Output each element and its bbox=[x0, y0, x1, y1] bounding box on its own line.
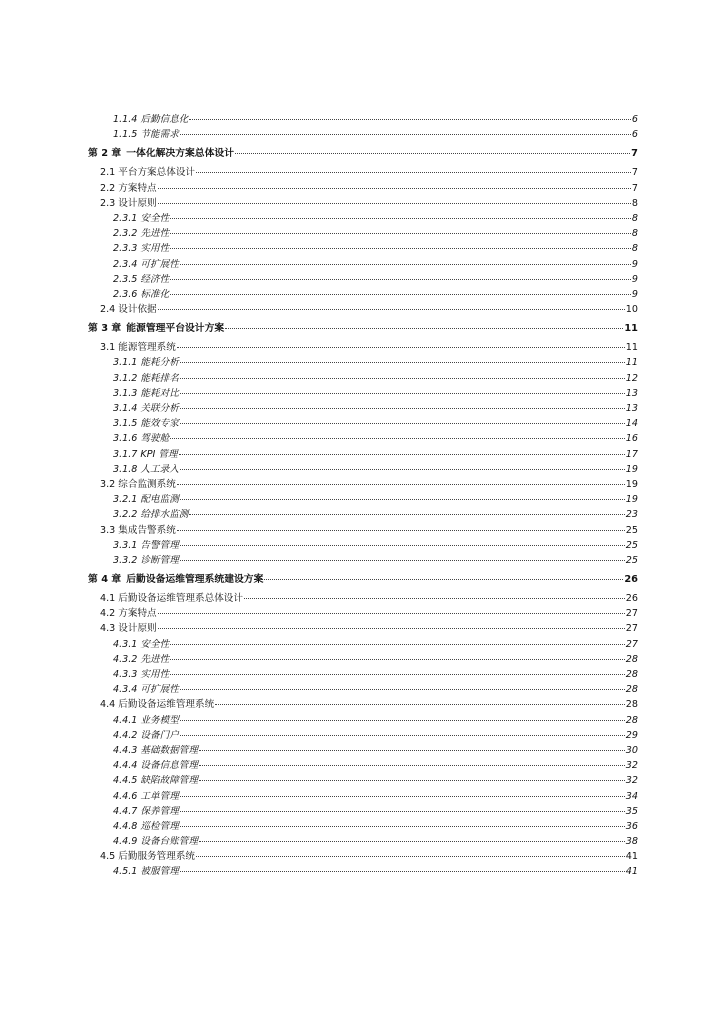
toc-entry-title: 平台方案总体设计 bbox=[118, 167, 196, 179]
toc-dot-leader bbox=[180, 264, 631, 265]
toc-entry-number: 第 4 章 bbox=[88, 574, 122, 586]
toc-dot-leader bbox=[189, 119, 631, 120]
toc-entry-page-number: 32 bbox=[625, 775, 638, 787]
toc-entry-title: 方案特点 bbox=[118, 608, 157, 620]
toc-dot-leader bbox=[199, 750, 625, 751]
toc-dot-leader bbox=[180, 362, 625, 363]
toc-dot-leader bbox=[170, 438, 625, 439]
toc-entry-title: 可扩展性 bbox=[140, 684, 179, 696]
table-of-contents bbox=[88, 112, 638, 880]
toc-entry-title: 标准化 bbox=[140, 288, 170, 300]
toc-subsection-entry[interactable] bbox=[88, 211, 638, 226]
toc-entry-number: 第 2 章 bbox=[88, 148, 122, 160]
toc-entry-number: 3.1.7 bbox=[113, 448, 138, 460]
toc-dot-leader bbox=[170, 248, 631, 249]
toc-dot-leader bbox=[158, 628, 625, 629]
toc-dot-leader bbox=[180, 811, 625, 812]
toc-entry-title: 给排水监测 bbox=[140, 509, 189, 521]
toc-entry-title: 基础数据管理 bbox=[140, 744, 198, 756]
toc-entry-page-number: 9 bbox=[631, 273, 638, 285]
toc-subsection-entry[interactable] bbox=[88, 728, 638, 743]
toc-entry-page-number: 14 bbox=[625, 418, 638, 430]
toc-entry-number: 4.1 bbox=[100, 593, 116, 605]
toc-dot-leader bbox=[180, 499, 625, 500]
toc-entry-page-number: 19 bbox=[625, 463, 638, 475]
toc-entry-page-number: 28 bbox=[625, 714, 638, 726]
toc-subsection-entry[interactable] bbox=[88, 241, 638, 256]
toc-entry-title: 后勤设备运维管理系统 bbox=[118, 699, 215, 711]
toc-dot-leader bbox=[235, 153, 630, 154]
toc-entry-number: 4.3.4 bbox=[113, 684, 138, 696]
toc-dot-leader bbox=[170, 644, 625, 645]
toc-entry-number: 2.4 bbox=[100, 304, 116, 316]
toc-entry-title: 设计原则 bbox=[118, 623, 157, 635]
toc-entry-page-number: 29 bbox=[625, 729, 638, 741]
toc-subsection-entry[interactable] bbox=[88, 773, 638, 788]
toc-entry-number: 3.3 bbox=[100, 524, 116, 536]
toc-entry-page-number: 26 bbox=[624, 574, 638, 586]
toc-entry-number: 3.2.2 bbox=[113, 509, 138, 521]
toc-entry-page-number: 17 bbox=[625, 448, 638, 460]
toc-entry-number: 4.4.5 bbox=[113, 775, 138, 787]
toc-entry-page-number: 25 bbox=[625, 554, 638, 566]
toc-subsection-entry[interactable] bbox=[88, 637, 638, 652]
toc-section-entry[interactable] bbox=[88, 849, 638, 864]
toc-subsection-entry[interactable] bbox=[88, 789, 638, 804]
toc-subsection-entry[interactable] bbox=[88, 667, 638, 682]
toc-entry-page-number: 32 bbox=[625, 760, 638, 772]
toc-entry-title: 能耗对比 bbox=[140, 387, 179, 399]
toc-entry-page-number: 30 bbox=[625, 744, 638, 756]
toc-entry-page-number: 25 bbox=[625, 524, 638, 536]
toc-dot-leader bbox=[264, 579, 623, 580]
toc-entry-title: 节能需求 bbox=[140, 129, 179, 141]
toc-section-entry[interactable] bbox=[88, 165, 638, 180]
toc-dot-leader bbox=[244, 598, 625, 599]
toc-entry-page-number: 27 bbox=[625, 623, 638, 635]
toc-entry-title: 安全性 bbox=[140, 212, 170, 224]
toc-entry-page-number: 11 bbox=[624, 323, 638, 335]
toc-entry-title: 人工录入 bbox=[140, 463, 179, 475]
toc-entry-number: 3.3.2 bbox=[113, 554, 138, 566]
toc-entry-title: 一体化解决方案总体设计 bbox=[126, 148, 234, 160]
toc-entry-page-number: 8 bbox=[631, 228, 638, 240]
toc-subsection-entry[interactable] bbox=[88, 682, 638, 697]
toc-section-entry[interactable] bbox=[88, 302, 638, 317]
toc-entry-title: 业务模型 bbox=[140, 714, 179, 726]
toc-dot-leader bbox=[225, 328, 623, 329]
toc-entry-title: 设备台账管理 bbox=[140, 836, 198, 848]
toc-subsection-entry[interactable] bbox=[88, 257, 638, 272]
toc-entry-number: 4.3.3 bbox=[113, 669, 138, 680]
toc-entry-number: 3.1.5 bbox=[113, 418, 138, 430]
toc-entry-number: 2.3.3 bbox=[113, 243, 138, 255]
toc-entry-page-number: 16 bbox=[625, 433, 638, 445]
toc-dot-leader bbox=[180, 378, 625, 379]
toc-entry-title: 巡检管理 bbox=[140, 820, 179, 832]
toc-entry-number: 4.4.1 bbox=[113, 714, 138, 726]
toc-entry-number: 2.3.5 bbox=[113, 273, 138, 285]
toc-entry-page-number: 28 bbox=[625, 699, 638, 711]
toc-dot-leader bbox=[170, 659, 625, 660]
toc-entry-page-number: 25 bbox=[625, 539, 638, 551]
toc-entry-number: 4.3.1 bbox=[113, 638, 138, 650]
toc-chapter-entry[interactable] bbox=[88, 320, 638, 337]
toc-entry-number: 2.3.4 bbox=[113, 258, 138, 270]
toc-entry-page-number: 27 bbox=[625, 638, 638, 650]
toc-entry-number: 3.2.1 bbox=[113, 494, 138, 506]
toc-dot-leader bbox=[170, 233, 631, 234]
toc-entry-number: 1.1.5 bbox=[113, 129, 138, 141]
toc-entry-number: 3.1.4 bbox=[113, 403, 138, 414]
toc-dot-leader bbox=[179, 454, 625, 455]
toc-chapter-entry[interactable] bbox=[88, 145, 638, 162]
toc-entry-title: 缺陷故障管理 bbox=[140, 775, 198, 787]
toc-entry-page-number: 8 bbox=[631, 197, 638, 209]
toc-entry-page-number: 8 bbox=[631, 212, 638, 224]
toc-entry-page-number: 28 bbox=[625, 684, 638, 696]
toc-dot-leader bbox=[180, 871, 625, 872]
toc-dot-leader bbox=[199, 841, 625, 842]
toc-entry-title: 实用性 bbox=[140, 243, 170, 255]
toc-subsection-entry[interactable] bbox=[88, 416, 638, 431]
toc-entry-number: 4.4.9 bbox=[113, 836, 138, 848]
toc-dot-leader bbox=[180, 735, 625, 736]
toc-entry-title: 能耗分析 bbox=[140, 357, 179, 369]
toc-entry-title: 诊断管理 bbox=[140, 554, 179, 566]
toc-entry-number: 4.3.2 bbox=[113, 653, 138, 665]
toc-entry-title: 后勤服务管理系统 bbox=[118, 851, 196, 863]
toc-section-entry[interactable] bbox=[88, 340, 638, 355]
toc-entry-title: KPI 管理 bbox=[140, 448, 178, 460]
toc-entry-page-number: 34 bbox=[625, 790, 638, 802]
toc-entry-number: 2.3.1 bbox=[113, 212, 138, 224]
toc-dot-leader bbox=[180, 408, 625, 409]
toc-entry-number: 4.3 bbox=[100, 623, 116, 635]
toc-dot-leader bbox=[180, 796, 625, 797]
toc-subsection-entry[interactable] bbox=[88, 507, 638, 522]
toc-subsection-entry[interactable] bbox=[88, 386, 638, 401]
toc-entry-page-number: 19 bbox=[625, 494, 638, 506]
toc-dot-leader bbox=[180, 560, 625, 561]
toc-entry-page-number: 9 bbox=[631, 288, 638, 300]
toc-entry-title: 可扩展性 bbox=[140, 258, 179, 270]
toc-entry-page-number: 19 bbox=[625, 478, 638, 490]
toc-entry-title: 后勤设备运维管理系统建设方案 bbox=[126, 574, 264, 586]
toc-entry-page-number: 27 bbox=[625, 608, 638, 620]
toc-subsection-entry[interactable] bbox=[88, 112, 638, 127]
toc-entry-page-number: 11 bbox=[625, 357, 638, 369]
toc-entry-number: 4.5.1 bbox=[113, 866, 138, 878]
toc-dot-leader bbox=[177, 484, 625, 485]
toc-section-entry[interactable] bbox=[88, 591, 638, 606]
toc-entry-title: 能源管理系统 bbox=[118, 342, 176, 354]
toc-subsection-entry[interactable] bbox=[88, 804, 638, 819]
toc-dot-leader bbox=[180, 423, 625, 424]
toc-entry-page-number: 26 bbox=[625, 593, 638, 605]
toc-entry-title: 经济性 bbox=[140, 273, 170, 285]
toc-dot-leader bbox=[158, 203, 631, 204]
toc-entry-page-number: 8 bbox=[631, 243, 638, 255]
toc-dot-leader bbox=[180, 689, 625, 690]
toc-section-entry[interactable] bbox=[88, 477, 638, 492]
toc-section-entry[interactable] bbox=[88, 606, 638, 621]
toc-entry-page-number: 7 bbox=[631, 148, 638, 160]
toc-entry-number: 4.4.3 bbox=[113, 744, 138, 756]
toc-dot-leader bbox=[177, 530, 625, 531]
toc-entry-number: 4.4.6 bbox=[113, 790, 138, 802]
toc-entry-number: 第 3 章 bbox=[88, 323, 122, 335]
toc-subsection-entry[interactable] bbox=[88, 431, 638, 446]
toc-chapter-entry[interactable] bbox=[88, 571, 638, 588]
toc-entry-page-number: 23 bbox=[625, 509, 638, 521]
toc-section-entry[interactable] bbox=[88, 181, 638, 196]
toc-dot-leader bbox=[189, 514, 624, 515]
toc-dot-leader bbox=[180, 545, 625, 546]
toc-subsection-entry[interactable] bbox=[88, 538, 638, 553]
toc-subsection-entry[interactable] bbox=[88, 226, 638, 241]
toc-entry-title: 配电监测 bbox=[140, 494, 179, 506]
toc-entry-page-number: 41 bbox=[625, 851, 638, 863]
toc-entry-number: 3.1 bbox=[100, 342, 116, 354]
toc-entry-title: 后勤信息化 bbox=[140, 114, 189, 125]
toc-entry-number: 1.1.4 bbox=[113, 114, 138, 125]
toc-subsection-entry[interactable] bbox=[88, 864, 638, 879]
toc-entry-number: 4.4.2 bbox=[113, 729, 138, 741]
toc-entry-title: 告警管理 bbox=[140, 539, 179, 551]
toc-dot-leader bbox=[158, 188, 631, 189]
toc-subsection-entry[interactable] bbox=[88, 272, 638, 287]
toc-dot-leader bbox=[180, 720, 625, 721]
toc-entry-page-number: 28 bbox=[625, 653, 638, 665]
toc-section-entry[interactable] bbox=[88, 697, 638, 712]
toc-entry-number: 4.5 bbox=[100, 851, 116, 863]
toc-subsection-entry[interactable] bbox=[88, 713, 638, 728]
toc-dot-leader bbox=[196, 856, 625, 857]
toc-entry-title: 综合监测系统 bbox=[118, 478, 176, 490]
toc-dot-leader bbox=[170, 279, 631, 280]
toc-subsection-entry[interactable] bbox=[88, 401, 638, 416]
toc-entry-title: 后勤设备运维管理系总体设计 bbox=[118, 593, 243, 605]
toc-entry-number: 2.1 bbox=[100, 167, 116, 179]
toc-subsection-entry[interactable] bbox=[88, 758, 638, 773]
toc-entry-page-number: 9 bbox=[631, 258, 638, 270]
toc-dot-leader bbox=[180, 393, 625, 394]
toc-entry-number: 3.1.6 bbox=[113, 433, 138, 445]
toc-entry-page-number: 13 bbox=[625, 403, 638, 414]
toc-entry-page-number: 41 bbox=[625, 866, 638, 878]
toc-dot-leader bbox=[180, 826, 625, 827]
toc-entry-title: 先进性 bbox=[140, 653, 170, 665]
toc-entry-title: 驾驶舱 bbox=[140, 433, 170, 445]
toc-entry-page-number: 36 bbox=[625, 820, 638, 832]
toc-entry-number: 2.3.2 bbox=[113, 228, 138, 240]
toc-dot-leader bbox=[170, 294, 631, 295]
toc-section-entry[interactable] bbox=[88, 523, 638, 538]
toc-entry-page-number: 38 bbox=[625, 836, 638, 848]
toc-dot-leader bbox=[180, 469, 625, 470]
toc-subsection-entry[interactable] bbox=[88, 652, 638, 667]
toc-entry-title: 设备门户 bbox=[140, 729, 179, 741]
toc-entry-page-number: 7 bbox=[631, 182, 638, 194]
toc-entry-number: 2.3.6 bbox=[113, 288, 138, 300]
toc-entry-page-number: 10 bbox=[625, 304, 638, 316]
toc-entry-number: 3.1.1 bbox=[113, 357, 138, 369]
toc-entry-title: 实用性 bbox=[140, 669, 170, 680]
toc-dot-leader bbox=[215, 704, 625, 705]
toc-entry-title: 工单管理 bbox=[140, 790, 179, 802]
toc-entry-title: 集成告警系统 bbox=[118, 524, 176, 536]
toc-dot-leader bbox=[199, 765, 625, 766]
toc-entry-title: 被服管理 bbox=[140, 866, 179, 878]
toc-entry-number: 4.4.4 bbox=[113, 760, 138, 772]
toc-subsection-entry[interactable] bbox=[88, 447, 638, 462]
toc-dot-leader bbox=[199, 780, 625, 781]
toc-entry-title: 设计依据 bbox=[118, 304, 157, 316]
toc-dot-leader bbox=[170, 218, 631, 219]
toc-entry-title: 设备信息管理 bbox=[140, 760, 198, 772]
toc-entry-number: 4.4.8 bbox=[113, 820, 138, 832]
toc-subsection-entry[interactable] bbox=[88, 371, 638, 386]
toc-entry-page-number: 13 bbox=[625, 387, 638, 399]
toc-entry-number: 3.1.8 bbox=[113, 463, 138, 475]
toc-entry-title: 安全性 bbox=[140, 638, 170, 650]
toc-dot-leader bbox=[158, 613, 625, 614]
toc-entry-page-number: 6 bbox=[631, 114, 638, 125]
toc-entry-number: 4.4.7 bbox=[113, 805, 138, 817]
toc-subsection-entry[interactable] bbox=[88, 355, 638, 370]
toc-entry-page-number: 12 bbox=[625, 372, 638, 384]
toc-subsection-entry[interactable] bbox=[88, 492, 638, 507]
toc-entry-title: 能耗排名 bbox=[140, 372, 179, 384]
toc-subsection-entry[interactable] bbox=[88, 553, 638, 568]
toc-entry-number: 3.1.3 bbox=[113, 387, 138, 399]
toc-entry-title: 先进性 bbox=[140, 228, 170, 240]
toc-entry-title: 保养管理 bbox=[140, 805, 179, 817]
toc-dot-leader bbox=[177, 347, 625, 348]
toc-subsection-entry[interactable] bbox=[88, 127, 638, 142]
toc-entry-page-number: 7 bbox=[631, 167, 638, 179]
toc-dot-leader bbox=[180, 134, 631, 135]
toc-entry-title: 设计原则 bbox=[118, 197, 157, 209]
toc-entry-page-number: 6 bbox=[631, 129, 638, 141]
toc-entry-number: 3.2 bbox=[100, 478, 116, 490]
toc-dot-leader bbox=[158, 309, 625, 310]
toc-subsection-entry[interactable] bbox=[88, 743, 638, 758]
toc-entry-page-number: 35 bbox=[625, 805, 638, 817]
toc-subsection-entry[interactable] bbox=[88, 287, 638, 302]
toc-entry-number: 2.2 bbox=[100, 182, 116, 194]
toc-entry-title: 能效专家 bbox=[140, 418, 179, 430]
toc-subsection-entry[interactable] bbox=[88, 462, 638, 477]
toc-entry-page-number: 28 bbox=[625, 669, 638, 680]
toc-entry-number: 3.3.1 bbox=[113, 539, 138, 551]
toc-subsection-entry[interactable] bbox=[88, 819, 638, 834]
toc-section-entry[interactable] bbox=[88, 621, 638, 636]
toc-entry-number: 3.1.2 bbox=[113, 372, 138, 384]
toc-entry-number: 2.3 bbox=[100, 197, 116, 209]
toc-entry-title: 方案特点 bbox=[118, 182, 157, 194]
toc-subsection-entry[interactable] bbox=[88, 834, 638, 849]
toc-dot-leader bbox=[170, 674, 625, 675]
toc-entry-number: 4.4 bbox=[100, 699, 116, 711]
toc-entry-title: 能源管理平台设计方案 bbox=[126, 323, 225, 335]
toc-entry-title: 关联分析 bbox=[140, 403, 179, 414]
toc-entry-number: 4.2 bbox=[100, 608, 116, 620]
toc-section-entry[interactable] bbox=[88, 196, 638, 211]
toc-dot-leader bbox=[196, 172, 631, 173]
toc-entry-page-number: 11 bbox=[625, 342, 638, 354]
